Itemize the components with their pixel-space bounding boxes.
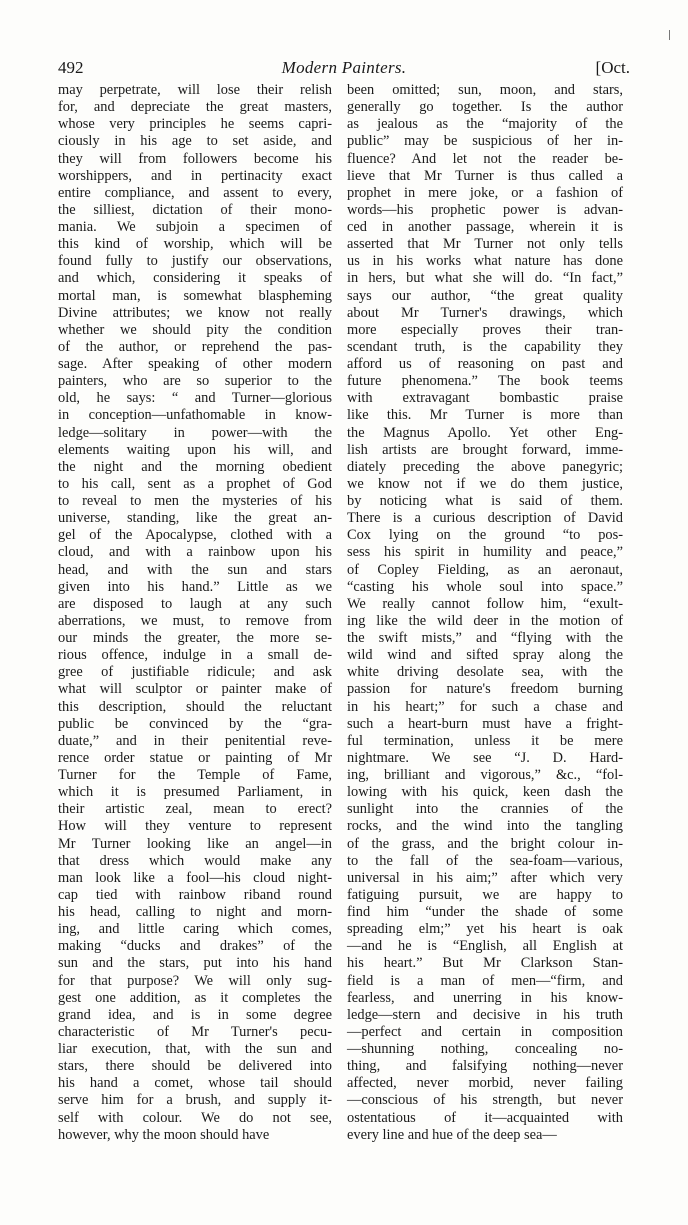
text-line: fearless, and unerring in his know- xyxy=(347,989,623,1006)
text-line: of Copley Fielding, as an aeronaut, xyxy=(347,561,623,578)
text-line: been omitted; sun, moon, and stars, xyxy=(347,82,623,98)
text-line: sun and the stars, put into his hand xyxy=(58,955,332,972)
text-line: —and he is “English, all English at xyxy=(347,938,623,955)
text-line: for that purpose? We will only sug- xyxy=(58,972,332,989)
text-line: we know not if we do them justice, xyxy=(347,475,623,492)
text-line: gel of the Apocalypse, clothed with a xyxy=(58,527,332,544)
text-line: universal in his aim;” after which very xyxy=(347,869,623,886)
text-line: which it is presumed Parliament, in xyxy=(58,784,332,801)
text-line: We really cannot follow him, “exult- xyxy=(347,595,623,612)
text-line: affected, never morbid, never failing xyxy=(347,1075,623,1092)
text-line: ostentatious of it—acquainted with xyxy=(347,1109,623,1126)
text-line: duate,” and in their penitential reve- xyxy=(58,732,332,749)
text-line: their artistic zeal, mean to erect? xyxy=(58,801,332,818)
text-line: mortal man, is somewhat blaspheming xyxy=(58,287,332,304)
text-line: liar execution, that, with the sun and xyxy=(58,1041,332,1057)
text-line: —conscious of his strength, but never xyxy=(347,1092,623,1109)
text-line: white driving desolate sea, with the xyxy=(347,664,623,681)
text-line: such a heart-burn must have a fright- xyxy=(347,715,623,732)
text-line: How will they venture to represent xyxy=(58,818,332,835)
text-line: rious offence, indulge in a small de- xyxy=(58,647,332,664)
text-line: Turner for the Temple of Fame, xyxy=(58,767,332,783)
text-line: ing, brilliant and vigorous,” &c., “fol- xyxy=(347,767,623,783)
text-line: with extravagant bombastic praise xyxy=(347,390,623,407)
text-line: gest one addition, as it completes the xyxy=(58,989,332,1006)
text-line: gree of justifiable ridicule; and ask xyxy=(58,664,332,681)
text-line: Divine attributes; we know not really xyxy=(58,304,332,321)
text-line: Cox lying on the ground “to pos- xyxy=(347,527,623,544)
text-line: the Magnus Apollo. Yet other Eng- xyxy=(347,424,623,441)
text-line: There is a curious description of David xyxy=(347,510,623,527)
margin-mark xyxy=(669,30,670,40)
text-line: asserted that Mr Turner not only tells xyxy=(347,236,623,253)
text-line: worshippers, and in pertinacity exact xyxy=(58,167,332,184)
text-line: lieve that Mr Turner is thus called a xyxy=(347,167,623,184)
text-line: sunlight into the crannies of the xyxy=(347,801,623,818)
text-line: found fully to justify our observations, xyxy=(58,253,332,270)
text-line: universe, standing, like the great an- xyxy=(58,510,332,527)
text-line: more especially proves their tran- xyxy=(347,321,623,338)
text-line: head, and with the sun and stars xyxy=(58,561,332,578)
text-line: —shunning nothing, concealing no- xyxy=(347,1041,623,1057)
text-line: passion for nature's freedom burning xyxy=(347,681,623,698)
text-line: painters, who are so superior to the xyxy=(58,373,332,390)
issue-month: [Oct. xyxy=(595,58,630,77)
text-line: says our author, “the great quality xyxy=(347,287,623,304)
text-line: to the fall of the sea-foam—various, xyxy=(347,852,623,869)
text-line: lish artists are brought forward, imme- xyxy=(347,441,623,458)
text-line: characteristic of Mr Turner's pecu- xyxy=(58,1023,332,1040)
text-line: rocks, and the wind into the tangling xyxy=(347,818,623,835)
text-line: spreading elm;” yet his heart is oak xyxy=(347,921,623,938)
text-line: however, why the moon should have xyxy=(58,1126,270,1143)
text-line: are disposed to laugh at any such xyxy=(58,595,332,612)
text-line: rence order statue or painting of Mr xyxy=(58,749,332,766)
text-line: old, he says: “ and Turner—glorious xyxy=(58,390,332,407)
text-line: fatiguing pursuit, we are happy to xyxy=(347,886,623,903)
text-line: wild wind and sifted spray along the xyxy=(347,647,623,664)
text-line: words—his prophetic power is advan- xyxy=(347,201,623,218)
page-number: 492 xyxy=(58,58,84,77)
text-line: Mr Turner looking like an angel—in xyxy=(58,835,332,852)
text-line: whose very principles he seems capri- xyxy=(58,116,332,133)
text-line: in conception—unfathomable in know- xyxy=(58,407,332,424)
text-line: as jealous as the “majority of the xyxy=(347,116,623,133)
text-line: scendant truth, is the capability they xyxy=(347,338,623,355)
text-line: this description, should the reluctant xyxy=(58,698,332,715)
text-line: his heart.” But Mr Clarkson Stan- xyxy=(347,955,623,972)
text-line: ledge—stern and decisive in his truth xyxy=(347,1006,623,1023)
text-line: lowing with his quick, keen dash the xyxy=(347,784,623,801)
text-line: to reveal to men the mysteries of his xyxy=(58,493,332,509)
text-line: his head, calling to night and morn- xyxy=(58,904,332,920)
text-line: the swift mists,” and “flying with the xyxy=(347,630,623,646)
text-line: “casting his whole soul into space.” xyxy=(347,578,623,595)
right-text-column xyxy=(347,82,623,1144)
text-line: public be convinced by the “gra- xyxy=(58,715,332,732)
text-line: in hers, but what she will do. “In fact,” xyxy=(347,270,623,287)
text-line: field is a man of men—“firm, and xyxy=(347,972,623,989)
text-line: future phenomena.” The book teems xyxy=(347,373,623,390)
text-line: the silliest, dictation of their mono- xyxy=(58,201,332,218)
text-line: find him “under the shade of some xyxy=(347,904,623,920)
text-line: to his call, sent as a prophet of God xyxy=(58,475,332,492)
text-line: that dress which would make any xyxy=(58,852,332,869)
text-line: his hand a comet, whose tail should xyxy=(58,1075,332,1092)
running-head xyxy=(58,58,630,84)
text-line: —perfect and certain in composition xyxy=(347,1023,623,1040)
text-line: they will from followers become his xyxy=(58,150,332,167)
text-line: sess his spirit in humility and peace,” xyxy=(347,544,623,561)
text-line: ced in another passage, wherein it is xyxy=(347,219,623,235)
text-line: mania. We subjoin a specimen of xyxy=(58,219,332,235)
text-line: aberrations, we must, to remove from xyxy=(58,612,332,629)
text-line: man look like a fool—his cloud night- xyxy=(58,869,332,886)
text-line: fluence? And let not the reader be- xyxy=(347,150,623,167)
text-line: grand idea, and is in some degree xyxy=(58,1006,332,1023)
text-line: sage. After speaking of other modern xyxy=(58,356,332,372)
left-text-column xyxy=(58,82,332,1144)
text-line: ing like the wild deer in the motion of xyxy=(347,612,623,629)
text-line: nightmare. We see “J. D. Hard- xyxy=(347,749,623,766)
text-line: like this. Mr Turner is more than xyxy=(347,407,623,424)
text-line: for, and depreciate the great masters, xyxy=(58,99,332,116)
text-line: may perpetrate, will lose their relish xyxy=(58,82,332,98)
text-line: us in his works what nature has done xyxy=(347,253,623,270)
text-line: our minds the greater, the more se- xyxy=(58,630,332,646)
text-line: and which, considering it speaks of xyxy=(58,270,332,287)
text-line: the night and the morning obedient xyxy=(58,458,332,475)
text-line: this kind of worship, which will be xyxy=(58,236,332,253)
text-line: given into his hand.” Little as we xyxy=(58,578,332,595)
text-line: in his heart;” for such a chase and xyxy=(347,698,623,715)
text-line: what will sculptor or painter make of xyxy=(58,681,332,698)
text-line: entire compliance, and assent to every, xyxy=(58,184,332,201)
text-line: making “ducks and drakes” of the xyxy=(58,938,332,955)
text-line: ledge—solitary in power—with the xyxy=(58,424,332,441)
text-line: public” may be suspicious of her in- xyxy=(347,133,623,150)
text-line: ing, and little caring which comes, xyxy=(58,921,332,938)
text-line: of the grass, and the bright colour in- xyxy=(347,835,623,852)
text-line: of the author, or reprehend the pas- xyxy=(58,338,332,355)
text-line: about Mr Turner's drawings, which xyxy=(347,304,623,321)
text-line: whether we should pity the condition xyxy=(58,321,332,338)
text-line: serve him for a brush, and supply it- xyxy=(58,1092,332,1109)
text-line: ful termination, unless it be mere xyxy=(347,732,623,749)
text-line: by noticing what is said of them. xyxy=(347,493,623,509)
text-line: cap tied with rainbow riband round xyxy=(58,886,332,903)
text-line: every line and hue of the deep sea— xyxy=(347,1126,557,1143)
text-line: stars, there should be delivered into xyxy=(58,1058,332,1075)
text-line: generally go together. Is the author xyxy=(347,99,623,116)
journal-title: Modern Painters. xyxy=(281,58,407,77)
text-line: cloud, and with a rainbow upon his xyxy=(58,544,332,561)
text-line: self with colour. We do not see, xyxy=(58,1109,332,1126)
text-line: thing, and falsifying nothing—never xyxy=(347,1058,623,1075)
text-line: elements waiting upon his will, and xyxy=(58,441,332,458)
text-line: diately preceding the above panegyric; xyxy=(347,458,623,475)
text-line: prophet in mere joke, or a fashion of xyxy=(347,184,623,201)
text-line: ciously in his age to set aside, and xyxy=(58,133,332,150)
text-line: afford us of reasoning on past and xyxy=(347,356,623,372)
